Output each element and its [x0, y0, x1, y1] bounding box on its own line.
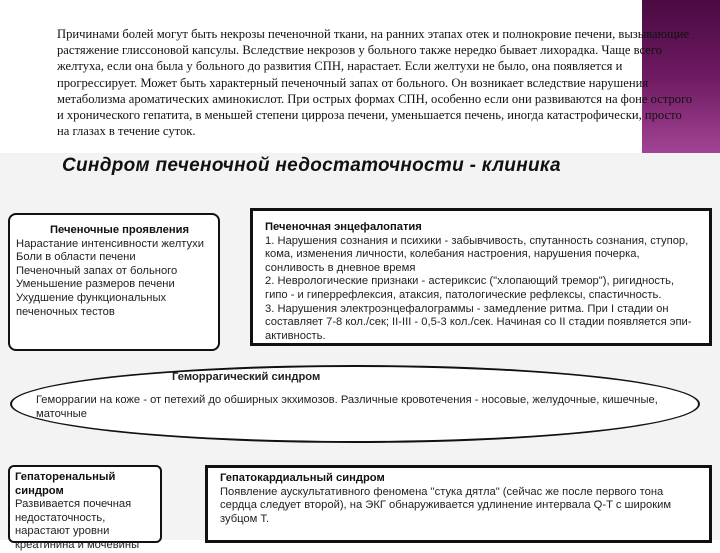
hemorrhagic-ellipse [10, 365, 700, 443]
hepatic-heading: Печеночные проявления [50, 224, 190, 236]
hepatocardial-box [205, 465, 712, 543]
hepatic-line: Ухудшение функциональных печеночных тестов [16, 291, 167, 318]
body-paragraph: Причинами болей могут быть некрозы печеночной ткани, на ранних этапах отек и полнокровие печени, вызывающие растяжение глиссоновой капсулы. Вследствие некрозов у больного также нередко бывает лихорадка. Чаще всего желтуха, если она была у больного до развития СПН, нарастает. Если желтухи не было, она появляется и прогрессирует. Может быть характерный печеночный запах от больного. Он возникает вследствие нарушения метаболизма ароматических аминокислот. При острых формах СПН, особенно если они развиваются на фоне острого и хронического гепатита, в меньшей степени цирроза печени, уменьшается печень, иногда катастрофически, просто на глазах в течение суток. [57, 27, 693, 139]
encephalopathy-heading: Печеночная энцефалопатия [265, 221, 422, 233]
hepatic-line: Нарастание интенсивности желтухи [16, 237, 204, 250]
hepatorenal-heading: Гепаторенальный синдром [15, 471, 116, 497]
hepatic-manifestations-box [8, 213, 220, 351]
hepatocardial-text: Появление аускультативного феномена "стука дятла" (сейчас же после первого тона сердца следует второй), на ЭКГ обнаруживается удлинение интервала Q-T с широким зубцом T. [220, 485, 672, 525]
encephalopathy-item: 3. Нарушения электроэнцефалограммы - замедление ритма. При I стадии он составляет 7-8 кол./сек; II-III - 0,5-3 кол./сек. Начиная со II стадии появляется эпи-активность. [265, 302, 692, 342]
slide-title: Синдром печеночной недостаточности - клиника [62, 155, 561, 176]
hemorrhagic-heading: Геморрагический синдром [172, 371, 321, 383]
hepatorenal-text: Развивается почечная недостаточность, нарастают уровни креатинина и мочевины [15, 498, 140, 551]
encephalopathy-box [250, 208, 712, 346]
encephalopathy-item: 1. Нарушения сознания и психики - забывчивость, спутанность сознания, ступор, кома, изменения личности, колебания настроения, нарушения почерка, сонливость в дневное время [265, 234, 689, 274]
hepatorenal-box [8, 465, 162, 551]
hepatic-line: Печеночный запах от больного [16, 264, 178, 277]
encephalopathy-item: 2. Неврологические признаки - астериксис ("хлопающий тремор"), ригидность, гипо - и гиперрефлексия, атаксия, патологические рефлексы, спастичность. [265, 275, 675, 301]
hepatocardial-heading: Гепатокардиальный синдром [220, 472, 385, 484]
hepatic-line: Уменьшение размеров печени [16, 278, 175, 291]
hepatic-line: Боли в области печени [16, 251, 136, 264]
hemorrhagic-text: Геморрагии на коже - от петехий до обширных экхимозов. Различные кровотечения - носовые, желудочные, кишечные, маточные [36, 394, 658, 420]
slide-image [0, 153, 720, 551]
